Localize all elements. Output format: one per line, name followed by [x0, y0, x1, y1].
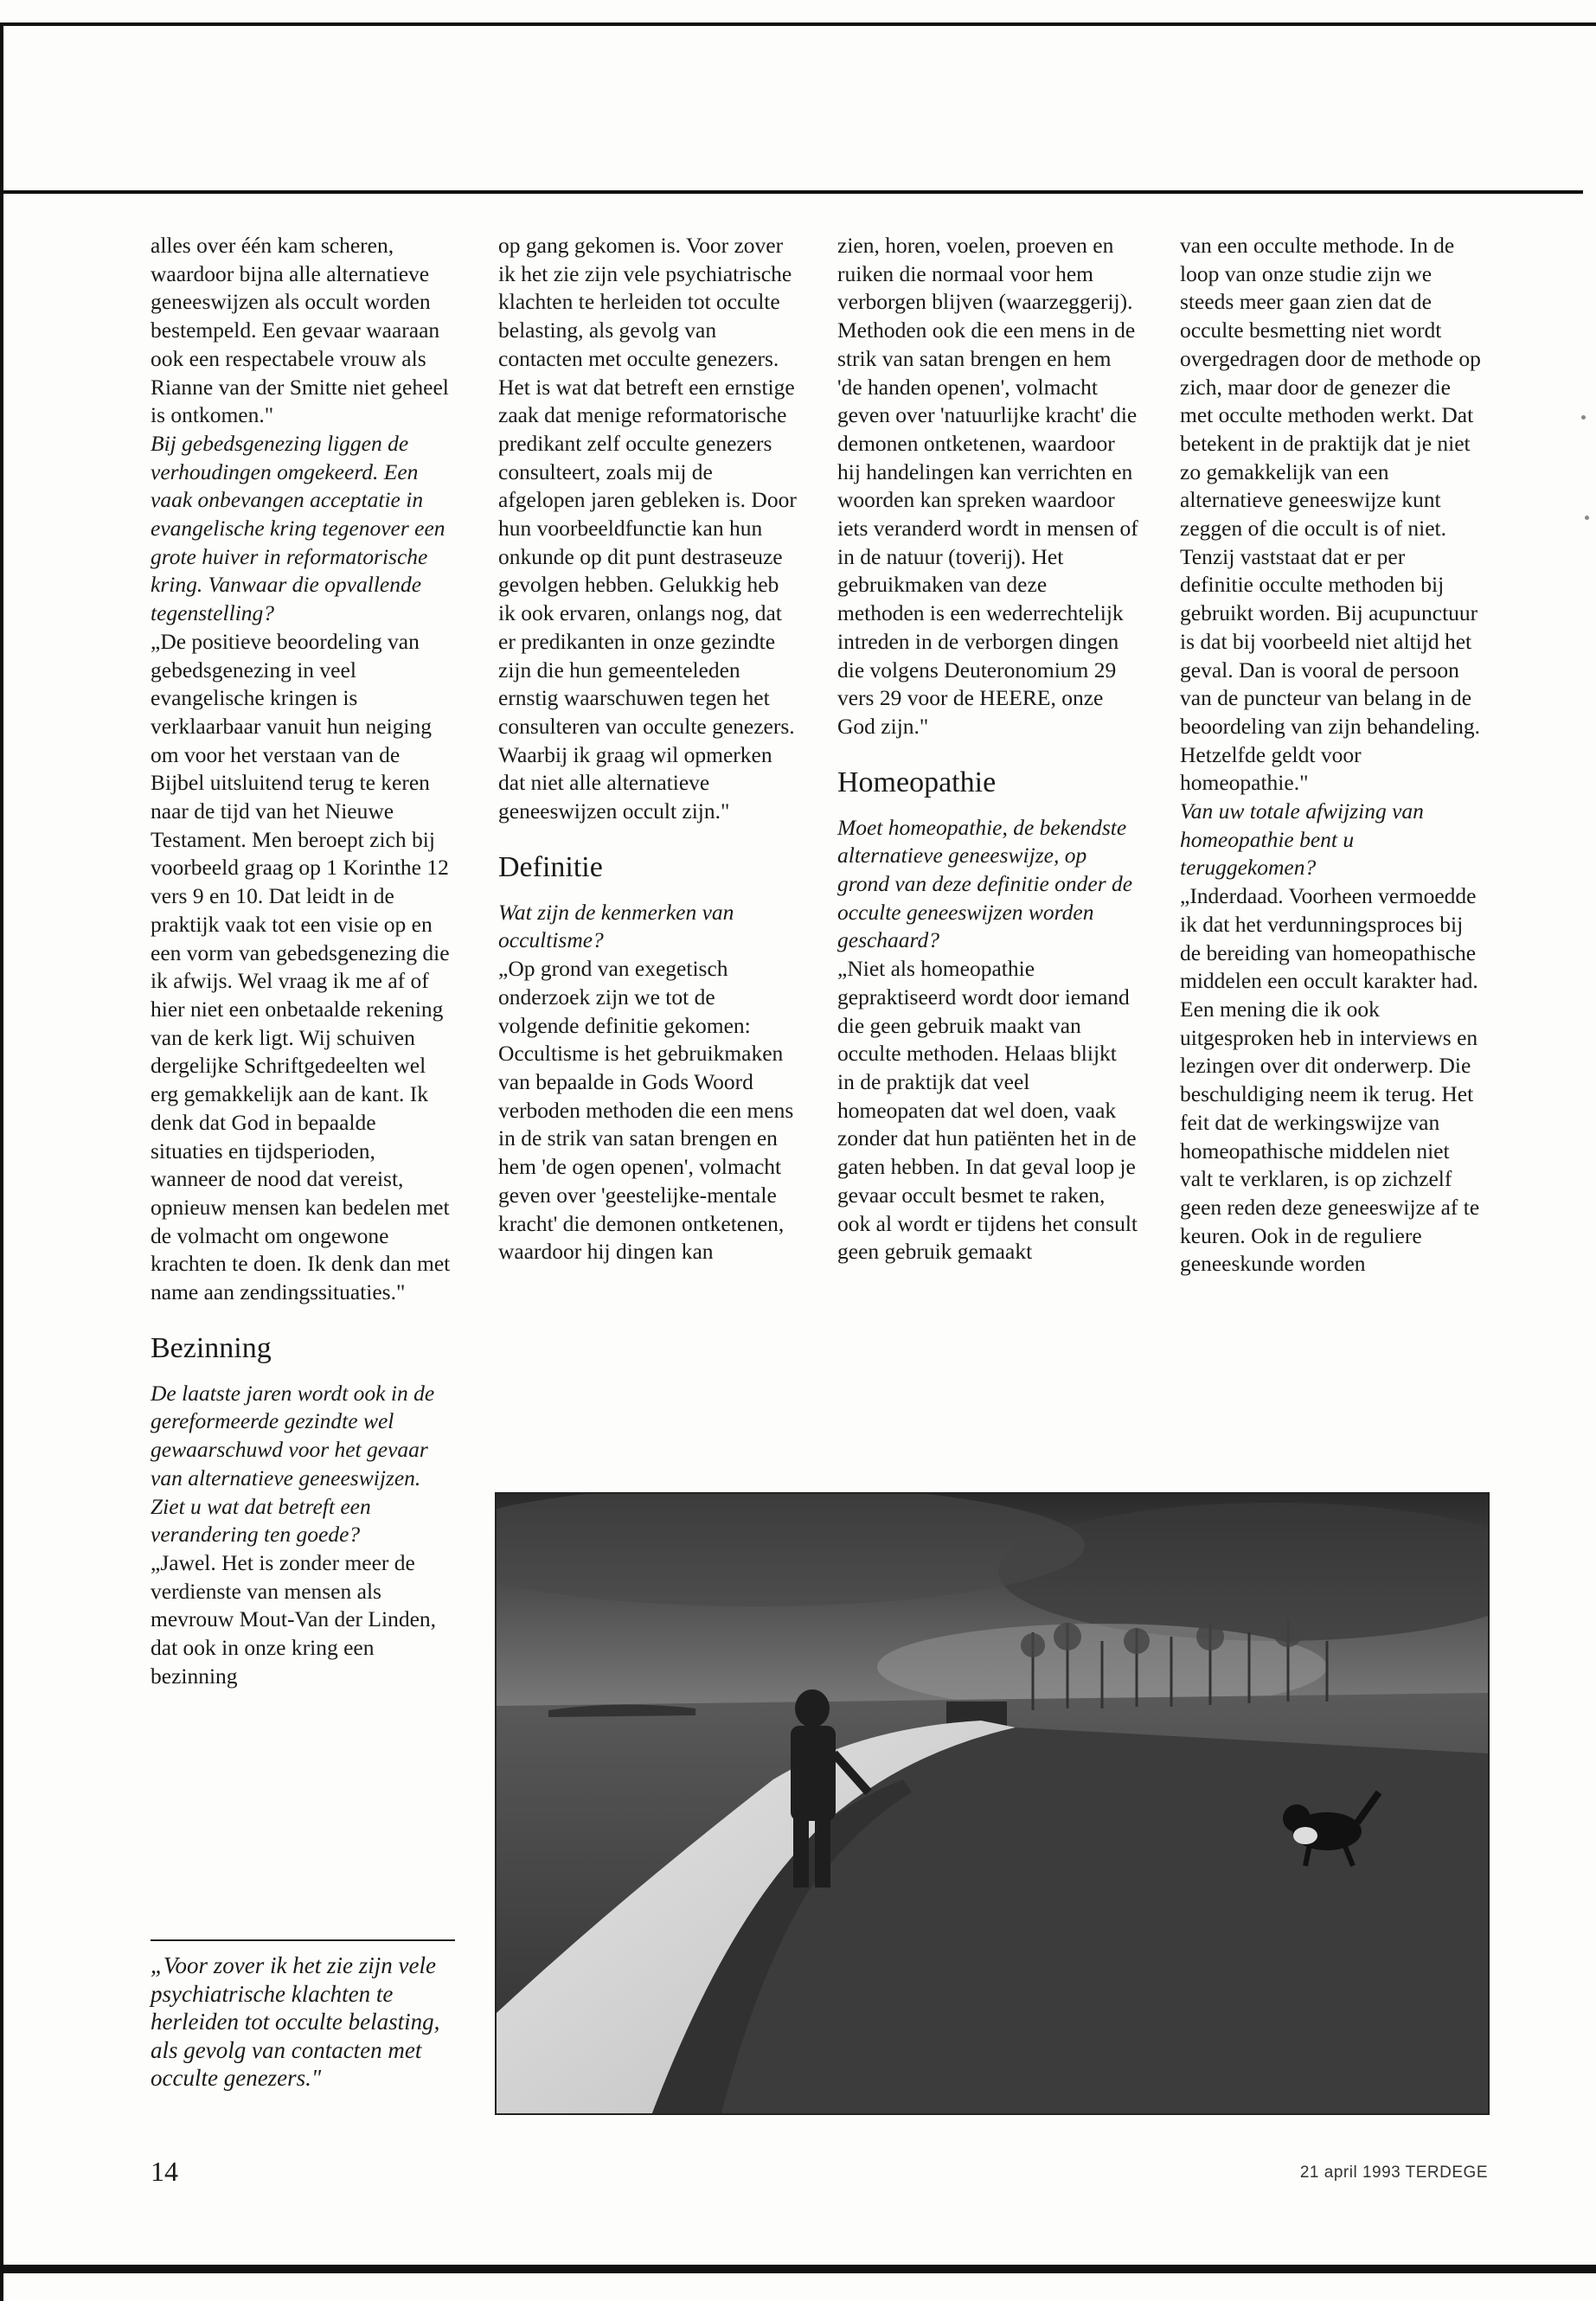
interview-question: Van uw totale afwijzing van homeopathie bent u teruggekomen?	[1180, 798, 1424, 881]
pullquote: „Voor zover ik het zie zijn vele psychiatrische klachten te herleiden tot occulte belasting, als gevolg van contacten met occulte genezers."	[151, 1952, 440, 2091]
left-frame-rule	[0, 22, 3, 2301]
article-column-3	[837, 232, 1138, 1266]
section-heading: Bezinning	[151, 1331, 272, 1364]
interview-question: Wat zijn de kenmerken van occultisme?	[498, 899, 734, 953]
issue-line: 21 april 1993 TERDEGE	[1299, 2163, 1488, 2182]
body-paragraph: „Inderdaad. Voorheen vermoedde ik dat het verdunningsproces bij de bereiding van homeopathische middelen een occult karakter had. Een mening die ik ook uitgesproken heb in interviews en lezingen over dit onderwerp. Die beschuldiging neem ik terug. Het feit dat de werkingswijze van homeopathische middelen niet valt te verklaren, is op zichzelf geen reden deze geneeswijze af te keuren. Ook in de reguliere geneeskunde worden	[1180, 883, 1480, 1277]
section-heading: Definitie	[498, 850, 603, 883]
article-photo	[495, 1492, 1490, 2115]
section-heading: Homeopathie	[837, 766, 997, 798]
bottom-frame-rule	[0, 2265, 1596, 2273]
body-paragraph: „Jawel. Het is zonder meer de verdienste van mensen als mevrouw Mout-Van der Linden, dat ook in onze kring een bezinning	[151, 1549, 437, 1689]
interview-question: De laatste jaren wordt ook in de gereformeerde gezindte wel gewaarschuwd voor het gevaar van alternatieve geneeswijzen. Ziet u wat dat betreft een verandering ten goede?	[151, 1380, 435, 1548]
pullquote-rule	[151, 1939, 455, 1941]
body-paragraph: op gang gekomen is. Voor zover ik het zie zijn vele psychiatrische klachten te herleiden tot occulte belasting, als gevolg van contacten met occulte genezers. Het is wat dat betreft een ernstige zaak dat menige reformatorische predikant zelf occulte genezers consulteert, zoals mij de afgelopen jaren gebleken is. Door hun voorbeeldfunctie kan hun onkunde op dit punt destraseuze gevolgen hebben. Gelukkig heb ik ook ervaren, onlangs nog, dat er predikanten in onze gezindte zijn die hun gemeenteleden ernstig waarschuwen tegen het consulteren van occulte genezers. Waarbij ik graag wil opmerken dat niet alle alternatieve geneeswijzen occult zijn."	[498, 233, 797, 824]
interview-question: Bij gebedsgenezing liggen de verhoudingen omgekeerd. Een vaak onbevangen acceptatie in evangelische kring tegenover een grote huiver in reformatorische kring. Vanwaar die opvallende tegenstelling?	[151, 430, 445, 626]
article-column-1	[151, 232, 452, 1690]
top-frame-rule	[0, 22, 1596, 26]
page-number: 14	[151, 2156, 178, 2187]
margin-mark	[1581, 415, 1586, 420]
article-column-4	[1180, 232, 1481, 1279]
body-paragraph: alles over één kam scheren, waardoor bijna alle alternatieve geneeswijzen als occult worden bestempeld. Een gevaar waaraan ook een respectabele vrouw als Rianne van der Smitte niet geheel is ontkomen."	[151, 233, 449, 428]
photo-polder-scene	[497, 1494, 1488, 2113]
body-paragraph: „Op grond van exegetisch onderzoek zijn we tot de volgende definitie gekomen: Occultisme is het gebruikmaken van bepaalde in Gods Woord verboden methoden die een mens in de strik van satan brengen en hem 'de ogen openen', volmacht geven over 'geestelijke-mentale kracht' die demonen ontketenen, waardoor hij dingen kan	[498, 956, 794, 1265]
body-paragraph: „De positieve beoordeling van gebedsgenezing in veel evangelische kringen is verklaarbaar vanuit hun neiging om voor het verstaan van de Bijbel uitsluitend terug te keren naar de tijd van het Nieuwe Testament. Men beroept zich bij voorbeeld graag op 1 Korinthe 12 vers 9 en 10. Dat leidt in de praktijk vaak tot een visie op en een vorm van gebedsgenezing die ik afwijs. Wel vraag ik me af of hier niet een onbetaalde rekening van de kerk ligt. Wij schuiven dergelijke Schriftgedeelten wel erg gemakkelijk aan de kant. Ik denk dat God in bepaalde situaties en tijdsperioden, wanneer de nood dat vereist, opnieuw mensen kan bedelen met de volmacht om ongewone krachten te doen. Ik denk dan met name aan zendingssituaties."	[151, 628, 451, 1305]
body-paragraph: zien, horen, voelen, proeven en ruiken die normaal voor hem verborgen blijven (waarzeggerij). Methoden ook die een mens in de strik van satan brengen en hem 'de handen openen', volmacht geven over 'natuurlijke kracht' die demonen ontketenen, waardoor hij handelingen kan verrichten en woorden kan spreken waardoor iets veranderd wordt in mensen of in de natuur (toverij). Het gebruikmaken van deze methoden is een wederrechtelijk intreden in de verborgen dingen die volgens Deuteronomium 29 vers 29 voor de HEERE, onze God zijn."	[837, 233, 1138, 739]
article-column-2	[498, 232, 799, 1266]
header-rule	[0, 190, 1583, 194]
body-paragraph: van een occulte methode. In de loop van onze studie zijn we steeds meer gaan zien dat de occulte besmetting niet wordt overgedragen door de methode op zich, maar door de genezer die met occulte methoden werkt. Dat betekent in de praktijk dat je niet zo gemakkelijk van een alternatieve geneeswijze kunt zeggen of die occult is of niet. Tenzij vaststaat dat er per definitie occulte methoden bij gebruikt worden. Bij acupunctuur is dat bij voorbeeld niet altijd het geval. Dan is vooral de persoon van de puncteur van belang in de beoordeling van zijn behandeling. Hetzelfde geldt voor homeopathie."	[1180, 233, 1481, 796]
body-paragraph: „Niet als homeopathie gepraktiseerd wordt door iemand die geen gebruik maakt van occulte methoden. Helaas blijkt in de praktijk dat veel homeopaten dat wel doen, vaak zonder dat hun patiënten het in de gaten hebben. In dat geval loop je gevaar occult besmet te raken, ook al wordt er tijdens het consult geen gebruik gemaakt	[837, 956, 1138, 1265]
interview-question: Moet homeopathie, de bekendste alternatieve geneeswijze, op grond van deze definitie onder de occulte geneeswijzen worden geschaard?	[837, 814, 1133, 953]
margin-mark	[1585, 516, 1589, 520]
